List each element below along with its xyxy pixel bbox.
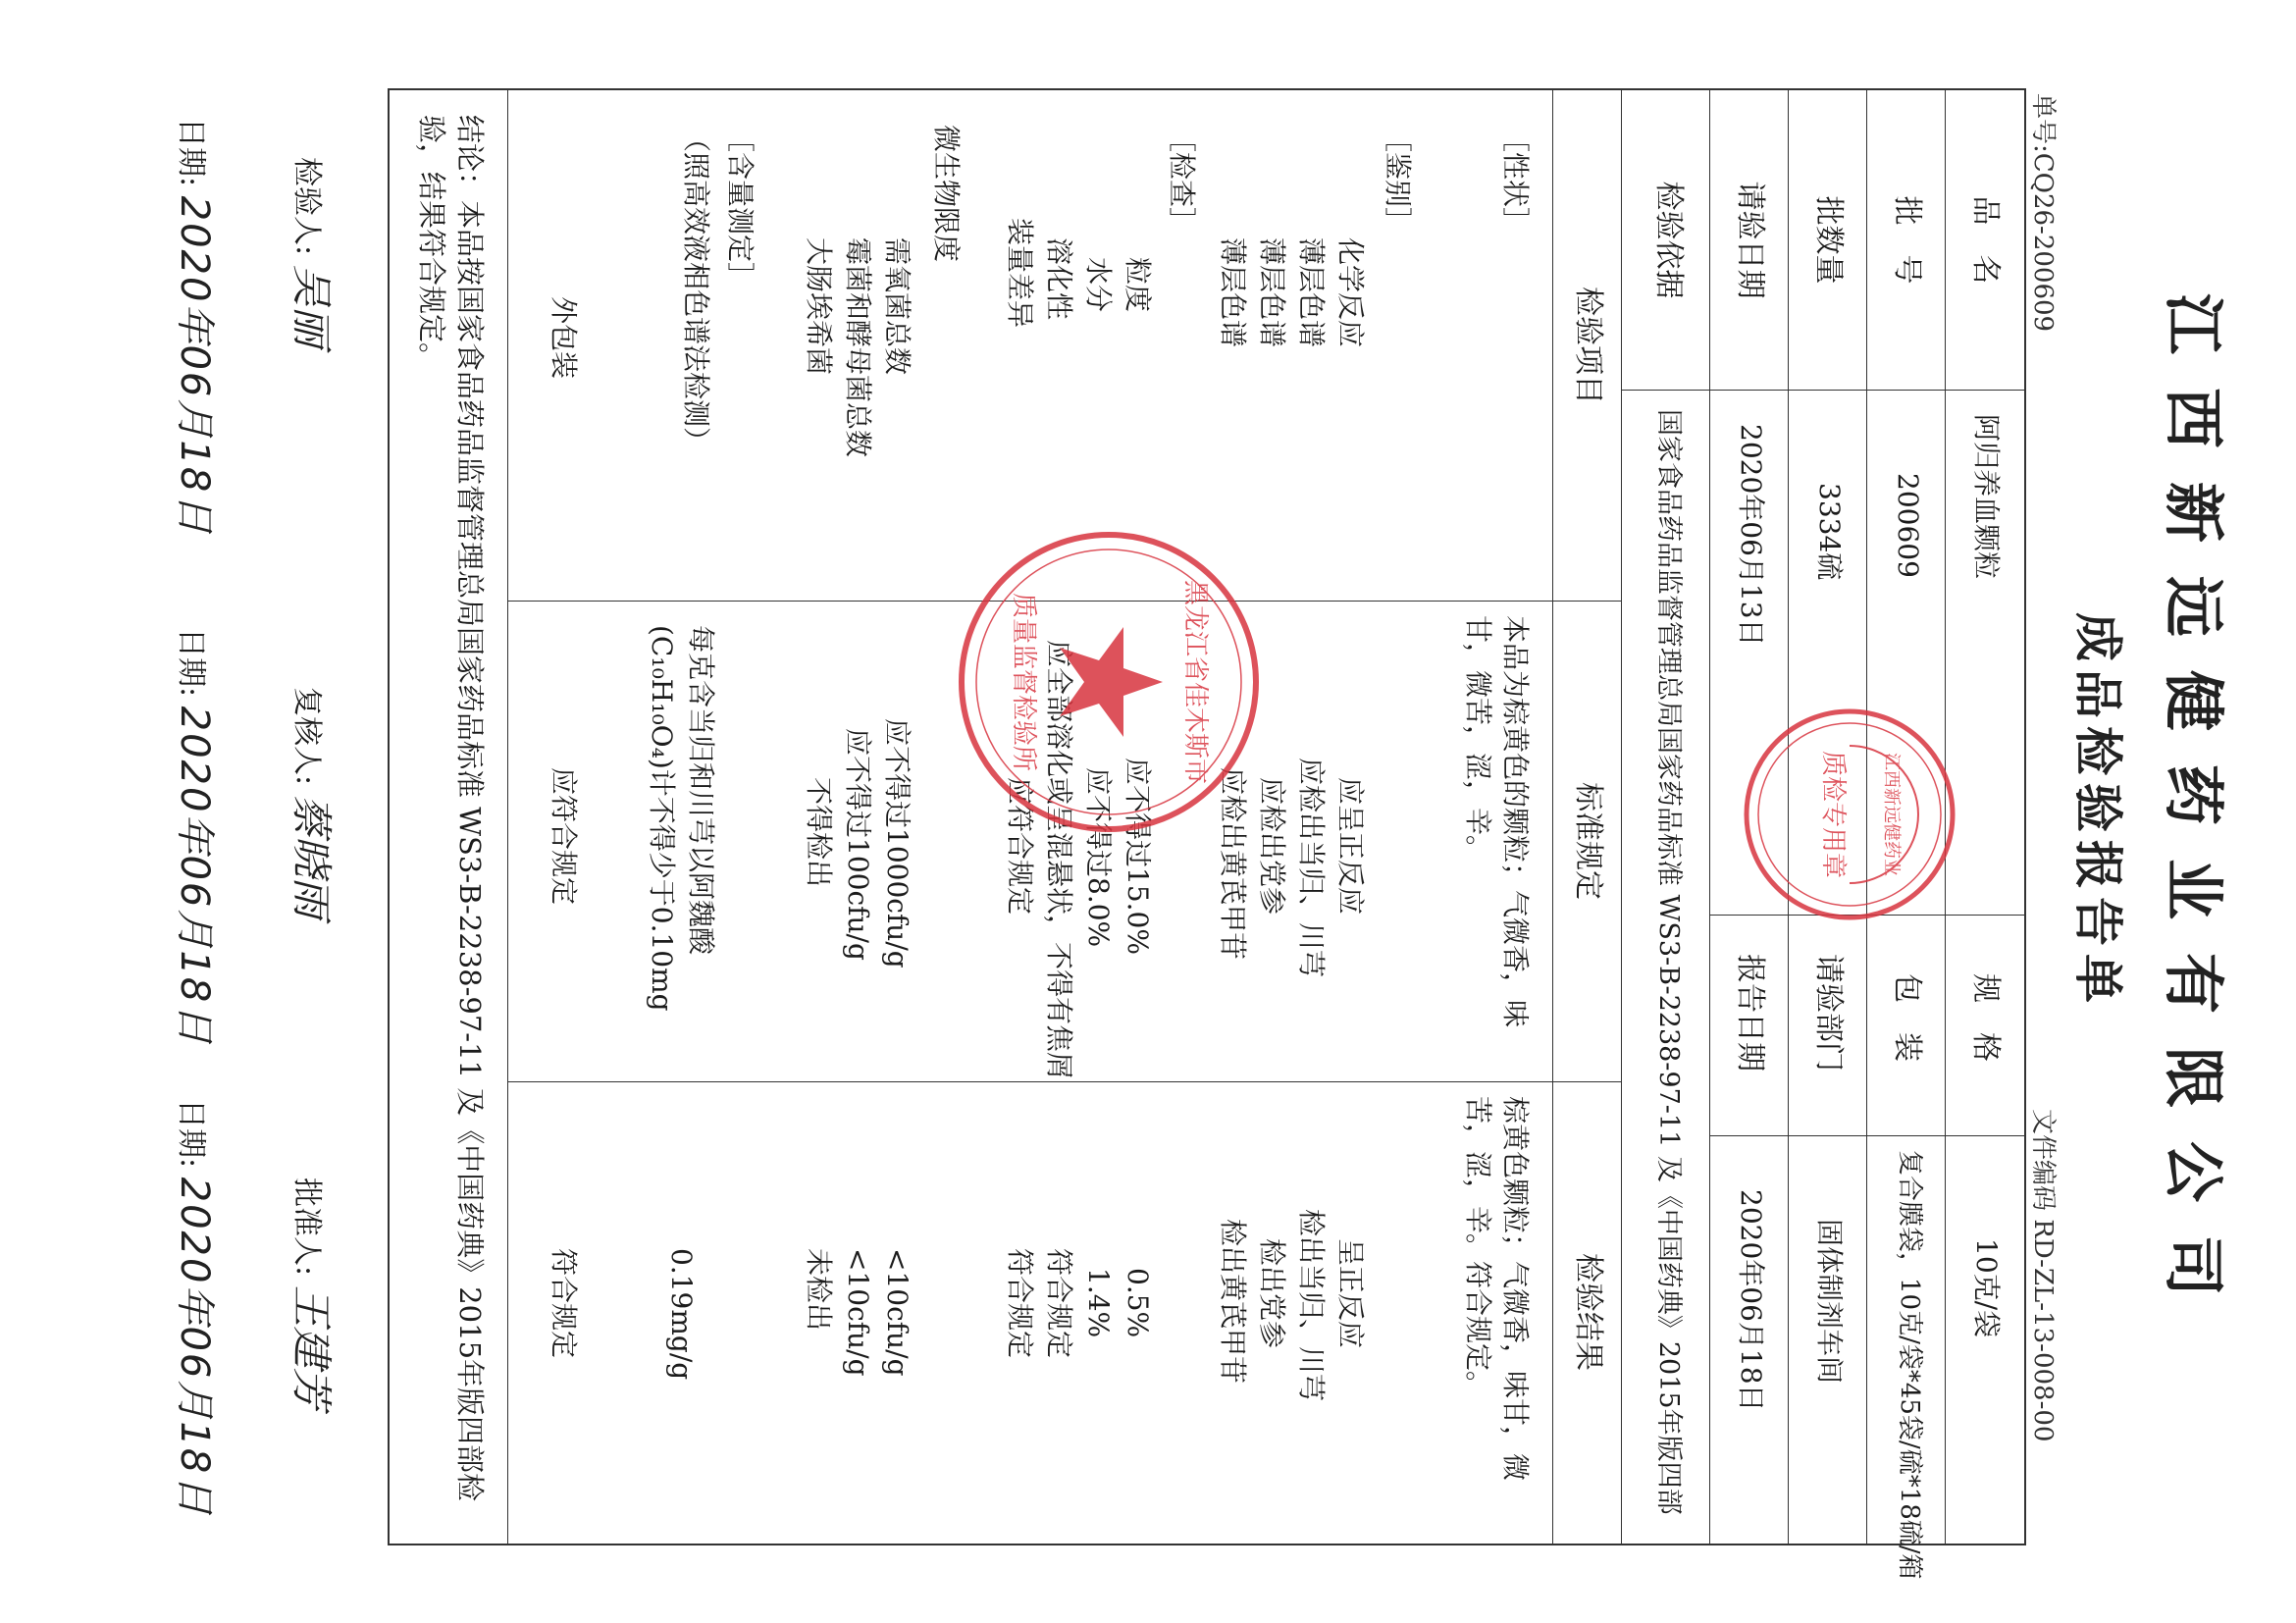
ident-tlc2-standard: 应检出党参: [1256, 777, 1288, 916]
quantity-value: 3334硫: [1813, 483, 1846, 581]
package-label: 包 装: [1890, 973, 1924, 1062]
qa-stamp-text: 质检专用章: [1818, 750, 1848, 879]
department-value: 固体制剂车间: [1813, 1219, 1846, 1385]
fill-variation-standard: 应符合规定: [1004, 777, 1036, 916]
column-line: [508, 1081, 1622, 1082]
approver-label: 批准人:: [289, 1178, 324, 1277]
product-label: 品 名: [1968, 195, 2003, 285]
approver-block: [285, 1178, 343, 1409]
particle-size-result: 0.5%: [1122, 1268, 1154, 1338]
package-value: 复合膜袋，10克/袋*45袋/硫*18硫/箱: [1895, 1150, 1924, 1580]
characteristics-standard: 本品为棕黄色的颗粒；气微香，味甘，微苦，涩，辛。: [1462, 615, 1532, 1028]
assay-method: （照高效液相色谱法检测）: [680, 125, 712, 455]
assay-standard-line2: (C₁₀H₁₀O₄)计不得少于0.10mg: [646, 625, 678, 1012]
ident-chem-result: 呈正反应: [1334, 1238, 1367, 1349]
ident-tlc2-item: 薄层色谱: [1256, 237, 1288, 348]
serial-number: 单号:CQ26-200609: [2028, 93, 2058, 333]
spec-value: 10克/袋: [1970, 1238, 2003, 1338]
reviewer-date-label: 日期:: [174, 628, 208, 698]
assay-standard-line1: 每克含当归和川芎以阿魏酸: [685, 625, 717, 956]
outer-package-standard: 应符合规定: [548, 767, 580, 906]
ident-tlc2-result: 检出党参: [1256, 1238, 1288, 1349]
qa-stamp-company: 江西新远健药业: [1881, 753, 1902, 876]
approver-date-block: [170, 1099, 226, 1516]
ident-tlc3-standard: 应检出黄芪甲苷: [1217, 767, 1249, 961]
assay-section: ［含量测定］: [724, 125, 757, 290]
approver-date-label: 日期:: [174, 1099, 208, 1169]
fill-variation-item: 装量差异: [1004, 218, 1036, 329]
department-label: 请验部门: [1811, 954, 1846, 1072]
ident-chem-standard: 应呈正反应: [1334, 777, 1367, 916]
batch-value: 200609: [1892, 473, 1924, 578]
inspector-signature: 吴丽: [287, 264, 336, 347]
aerobic-count-standard: 应不得过1000cfu/g: [881, 718, 913, 969]
reviewer-block: [285, 687, 343, 918]
ident-tlc1-standard: 应检出当归、川芎: [1295, 758, 1328, 978]
conclusion: 结论：本品按国家食品药品监督管理总局国家药品标准 WS3-B-2238-97-11 及《中国药典》2015年版四部检验，结果符合规定。: [414, 115, 487, 1502]
product-value: 阿归养血颗粒: [1970, 414, 2003, 580]
request-date-value: 2020年06月13日: [1735, 424, 1767, 647]
assay-result: 0.19mg/g: [665, 1248, 698, 1381]
lab-stamp-bottom-text: 质量监督检验所: [1009, 592, 1038, 772]
characteristics-section: ［性状］: [1499, 125, 1532, 236]
solubility-result: 符合规定: [1043, 1248, 1075, 1359]
spec-label: 规 格: [1968, 973, 2003, 1062]
ident-tlc1-item: 薄层色谱: [1295, 237, 1328, 348]
row-line: [1621, 90, 1622, 1544]
star-icon: [1060, 627, 1163, 737]
reviewer-signature: 蔡晓雨: [287, 794, 336, 918]
ecoli-item: 大肠埃希菌: [803, 237, 835, 376]
lab-stamp-top-text: 黑龙江省佳木斯市: [1180, 579, 1210, 785]
water-standard: 应不得过8.0%: [1082, 767, 1115, 948]
batch-label: 批 号: [1890, 195, 1924, 285]
company-name: 江西新远健药业有限公司: [2158, 292, 2229, 1330]
basis-value: 国家食品药品监督管理总局国家药品标准 WS3-B-2238-97-11 及《中国药典》2015年版四部: [1653, 409, 1684, 1515]
solubility-standard: 应全部溶化或呈混悬状，不得有焦屑: [1043, 640, 1075, 1080]
document-code: 文件编码 RD-ZL-13-008-00: [2028, 1109, 2058, 1442]
particle-size-item: 粒度: [1122, 257, 1154, 313]
lab-stamp: [952, 525, 1266, 839]
inspector-block: [285, 157, 343, 347]
report-date-value: 2020年06月18日: [1735, 1189, 1767, 1412]
outer-package-item: 外包装: [548, 296, 580, 380]
reviewer-date: 2020年06月18日: [172, 706, 217, 1046]
reviewer-label: 复核人:: [289, 687, 324, 786]
report-title: 成品检验报告单: [2069, 612, 2127, 1011]
inspector-date: 2020年06月18日: [172, 195, 217, 536]
approver-signature: 王建芳: [287, 1284, 336, 1409]
row-line: [1552, 90, 1553, 1544]
row-line: [1709, 90, 1710, 1544]
outer-package-result: 符合规定: [548, 1248, 580, 1359]
water-result: 1.4%: [1082, 1268, 1115, 1338]
ident-tlc1-result: 检出当归、川芎: [1295, 1209, 1328, 1402]
particle-size-standard: 应不得过15.0%: [1122, 758, 1154, 955]
mold-yeast-result: <10cfu/g: [842, 1248, 874, 1377]
column-line: [1622, 390, 2024, 391]
ident-chem-item: 化学反应: [1334, 237, 1367, 348]
mold-yeast-item: 霉菌和酵母菌总数: [842, 237, 874, 458]
basis-label: 检验依据: [1651, 181, 1686, 299]
column-header-standard: 标准规定: [1571, 782, 1605, 900]
microbial-section: 微生物限度: [930, 125, 963, 263]
characteristics-result: 棕黄色颗粒；气微香，味甘，微苦，涩，辛。符合规定。: [1462, 1096, 1532, 1482]
ident-tlc3-result: 检出黄芪甲苷: [1217, 1219, 1249, 1385]
fill-variation-result: 符合规定: [1004, 1248, 1036, 1359]
report-date-label: 报告日期: [1733, 954, 1767, 1072]
ecoli-standard: 不得检出: [803, 777, 835, 888]
identification-section: ［鉴别］: [1382, 125, 1414, 236]
aerobic-count-item: 需氧菌总数: [881, 237, 913, 376]
aerobic-count-result: <10cfu/g: [881, 1248, 913, 1377]
request-date-label: 请验日期: [1733, 181, 1767, 299]
water-item: 水分: [1082, 257, 1115, 313]
qa-stamp: [1737, 702, 1962, 927]
column-header-item: 检验项目: [1571, 287, 1605, 404]
mold-yeast-standard: 应不得过100cfu/g: [842, 728, 874, 961]
inspector-label: 检验人:: [289, 157, 324, 256]
ecoli-result: 未检出: [803, 1248, 835, 1332]
approver-date: 2020年06月18日: [172, 1177, 217, 1517]
quantity-label: 批数量: [1811, 195, 1846, 285]
inspector-date-label: 日期:: [174, 118, 208, 187]
ident-tlc3-item: 薄层色谱: [1217, 237, 1249, 348]
column-header-result: 检验结果: [1571, 1253, 1605, 1371]
row-line: [507, 90, 508, 1544]
reviewer-date-block: [170, 628, 226, 1045]
inspector-date-block: [170, 118, 226, 535]
solubility-item: 溶化性: [1043, 237, 1075, 321]
examination-section: ［检查］: [1166, 125, 1198, 236]
column-line: [1710, 1135, 2024, 1136]
